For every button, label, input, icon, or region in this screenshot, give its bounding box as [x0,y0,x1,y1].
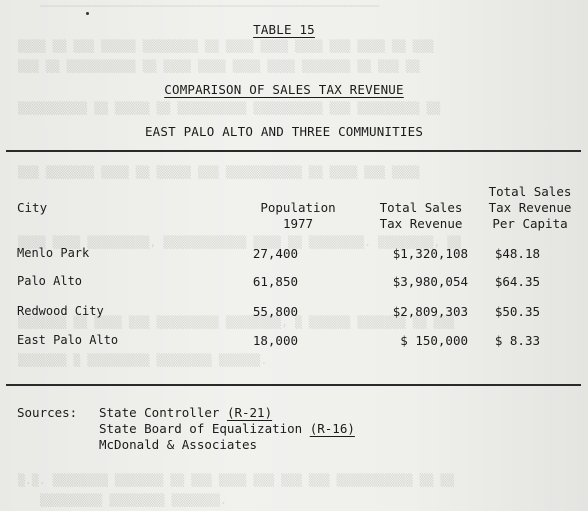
cell-city: East Palo Alto [17,333,119,347]
table-row [0,304,588,322]
source-item [99,405,355,421]
cell-population: 55,800 [252,304,298,319]
cell-per-capita: $50.35 [494,304,540,319]
cell-city: Redwood City [17,304,104,318]
top-rule [6,150,581,152]
table-row [0,246,588,264]
cell-population: 27,400 [252,246,298,261]
table-row [0,274,588,292]
column-header-per-capita-line2: Tax Revenue [488,200,572,215]
table-label [0,22,578,37]
table-subtitle: EAST PALO ALTO AND THREE COMMUNITIES [144,124,424,139]
cell-tax-revenue: $ 150,000 [400,333,468,348]
table-title [0,82,578,97]
source-text: State Board of Equalization [99,421,310,436]
column-header-population-line1: Population [260,200,336,215]
cell-city: Palo Alto [17,274,83,288]
sources-label: Sources: [17,405,78,420]
cell-tax-revenue: $3,980,054 [392,274,468,289]
cell-per-capita: $64.35 [494,274,540,289]
column-header-per-capita [478,184,582,232]
table-row [0,333,588,351]
sources-list [99,405,355,453]
cell-population: 61,850 [252,274,298,289]
ink-dot [86,12,89,15]
source-item [99,437,355,453]
cell-per-capita: $48.18 [494,246,540,261]
table-label-text: TABLE 15 [253,22,315,37]
source-text: State Controller [99,405,227,420]
cell-population: 18,000 [252,333,298,348]
column-header-total-sales-line2: Tax Revenue [379,216,463,231]
column-header-total-sales [366,200,476,232]
column-header-total-sales-line1: Total Sales [379,200,463,215]
source-ref: (R-16) [309,421,355,436]
column-header-per-capita-line3: Per Capita [492,216,568,231]
column-header-population-line2: 1977 [282,216,314,231]
column-header-city: City [17,200,48,215]
source-text: McDonald & Associates [99,437,258,452]
source-item [99,421,355,437]
bottom-rule [6,384,581,386]
column-header-per-capita-line1: Total Sales [488,184,572,199]
column-header-population [238,200,358,232]
table-title-text: COMPARISON OF SALES TAX REVENUE [164,82,404,97]
cell-tax-revenue: $2,809,303 [392,304,468,319]
cell-city: Menlo Park [17,246,90,260]
cell-per-capita: $ 8.33 [494,333,540,348]
bleed-through-text: ───────────────────────────────────────────────── ▒▒▒▒ ▒▒ ▒▒▒ ▒▒▒▒▒ ▒▒▒▒▒▒▒▒ ▒▒ ▒▒▒▒ ▒▒▒▒ ▒▒▒▒ ▒▒▒ ▒▒▒▒ ▒▒ ▒▒▒ ▒▒▒ ▒▒ ▒▒▒▒▒▒▒▒▒▒ ▒▒ ▒▒▒▒ ▒▒▒▒ ▒▒▒▒ ▒▒▒▒ ▒▒▒▒▒▒▒ ▒▒ ▒▒▒ ▒▒ ▒▒▒▒▒▒▒▒▒▒ ▒▒ ▒▒▒▒▒ ▒▒ ▒▒▒▒▒▒▒▒▒▒ ▒▒▒▒▒▒▒▒▒▒ ▒▒▒ ▒▒▒▒▒▒▒▒▒ ▒▒ ▒▒▒ ▒▒▒▒▒▒▒ ▒▒▒▒ ▒▒ ▒▒▒▒▒ ▒▒▒ ▒▒▒▒▒▒▒▒▒▒▒ ▒▒ ▒▒▒▒ ▒▒▒ ▒▒▒▒ ▒▒▒▒ ▒▒▒▒ ▒▒▒▒▒▒▒▒▒, ▒▒▒▒▒▒▒▒▒▒▒▒ ▒▒▒▒ ▒▒ ▒▒▒▒▒▒▒▒. ▒▒▒▒▒▒▒▒, ▒▒ ▒▒▒▒▒▒▒ ▒▒ ▒▒▒▒ ▒▒▒ ▒▒▒▒▒▒▒▒▒ ▒▒▒▒▒▒▒▒, ▒ ▒▒▒▒▒▒ ▒▒▒▒▒▒▒ ▒▒ ▒▒▒ ▒▒▒▒▒▒▒ ▒ ▒▒▒▒▒▒▒▒▒ ▒▒▒▒▒▒▒▒ ▒▒▒▒▒▒. ▒.▒. ▒▒▒▒▒▒▒▒ ▒▒▒▒▒▒▒ ▒▒ ▒▒▒ ▒▒▒▒ ▒▒▒ ▒▒▒ ▒▒▒ ▒▒▒▒▒▒▒▒▒▒▒ ▒▒ ▒▒ ▒▒▒▒▒▒▒▒▒ ▒▒▒▒▒▒▒▒ ▒▒▒▒▒▒▒. [18,0,462,507]
cell-tax-revenue: $1,320,108 [392,246,468,261]
source-ref: (R-21) [226,405,273,420]
